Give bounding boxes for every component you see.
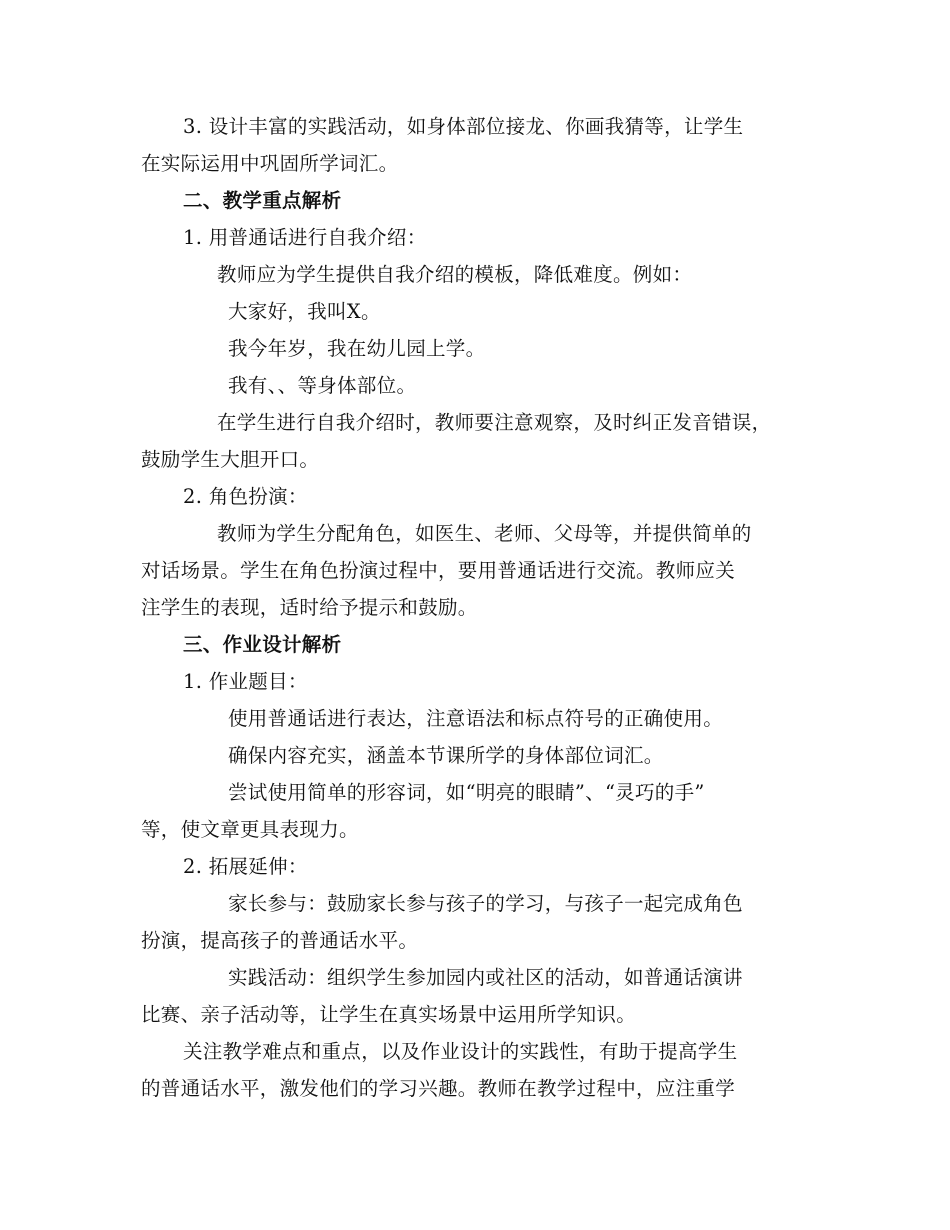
- template-line: 大家好，我叫X。: [228, 300, 381, 323]
- subsection-heading: 2. 角色扮演：: [183, 485, 308, 508]
- text-line: 在实际运用中巩固所学词汇。: [141, 152, 399, 175]
- text-line: 教师为学生分配角色，如医生、老师、父母等，并提供简单的: [217, 522, 752, 545]
- text-line: 的普通话水平，激发他们的学习兴趣。教师在教学过程中，应注重学: [141, 1077, 736, 1100]
- text-line: 在学生进行自我介绍时，教师要注意观察，及时纠正发音错误，: [217, 411, 772, 434]
- section-heading: 三、作业设计解析: [183, 633, 342, 656]
- subsection-heading: 1. 用普通话进行自我介绍：: [183, 226, 427, 249]
- text-line: 关注教学难点和重点，以及作业设计的实践性，有助于提高学生: [183, 1040, 738, 1063]
- text-line: 对话场景。学生在角色扮演过程中，要用普通话进行交流。教师应关: [141, 559, 736, 582]
- text-line: 确保内容充实，涵盖本节课所学的身体部位词汇。: [228, 744, 664, 767]
- text-line: 比赛、亲子活动等，让学生在真实场景中运用所学知识。: [141, 1003, 637, 1026]
- text-line: 使用普通话进行表达，注意语法和标点符号的正确使用。: [228, 707, 724, 730]
- text-line: 3. 设计丰富的实践活动，如身体部位接龙、你画我猜等，让学生: [183, 115, 744, 138]
- template-line: 我今年岁，我在幼儿园上学。: [228, 337, 486, 360]
- text-line: 扮演，提高孩子的普通话水平。: [141, 929, 419, 952]
- template-line: 我有、、等身体部位。: [228, 374, 417, 397]
- text-line: 等，使文章更具表现力。: [141, 818, 359, 841]
- section-heading: 二、教学重点解析: [183, 189, 342, 212]
- subsection-heading: 2. 拓展延伸：: [183, 855, 308, 878]
- text-line: 家长参与：鼓励家长参与孩子的学习，与孩子一起完成角色: [228, 892, 743, 915]
- text-line: 鼓励学生大胆开口。: [141, 448, 320, 471]
- text-line: 尝试使用简单的形容词，如“明亮的眼睛”、“灵巧的手”: [228, 781, 705, 804]
- text-line: 教师应为学生提供自我介绍的模板，降低难度。例如：: [217, 263, 693, 286]
- subsection-heading: 1. 作业题目：: [183, 670, 308, 693]
- text-line: 实践活动：组织学生参加园内或社区的活动，如普通话演讲: [228, 966, 743, 989]
- text-line: 注学生的表现，适时给予提示和鼓励。: [141, 596, 478, 619]
